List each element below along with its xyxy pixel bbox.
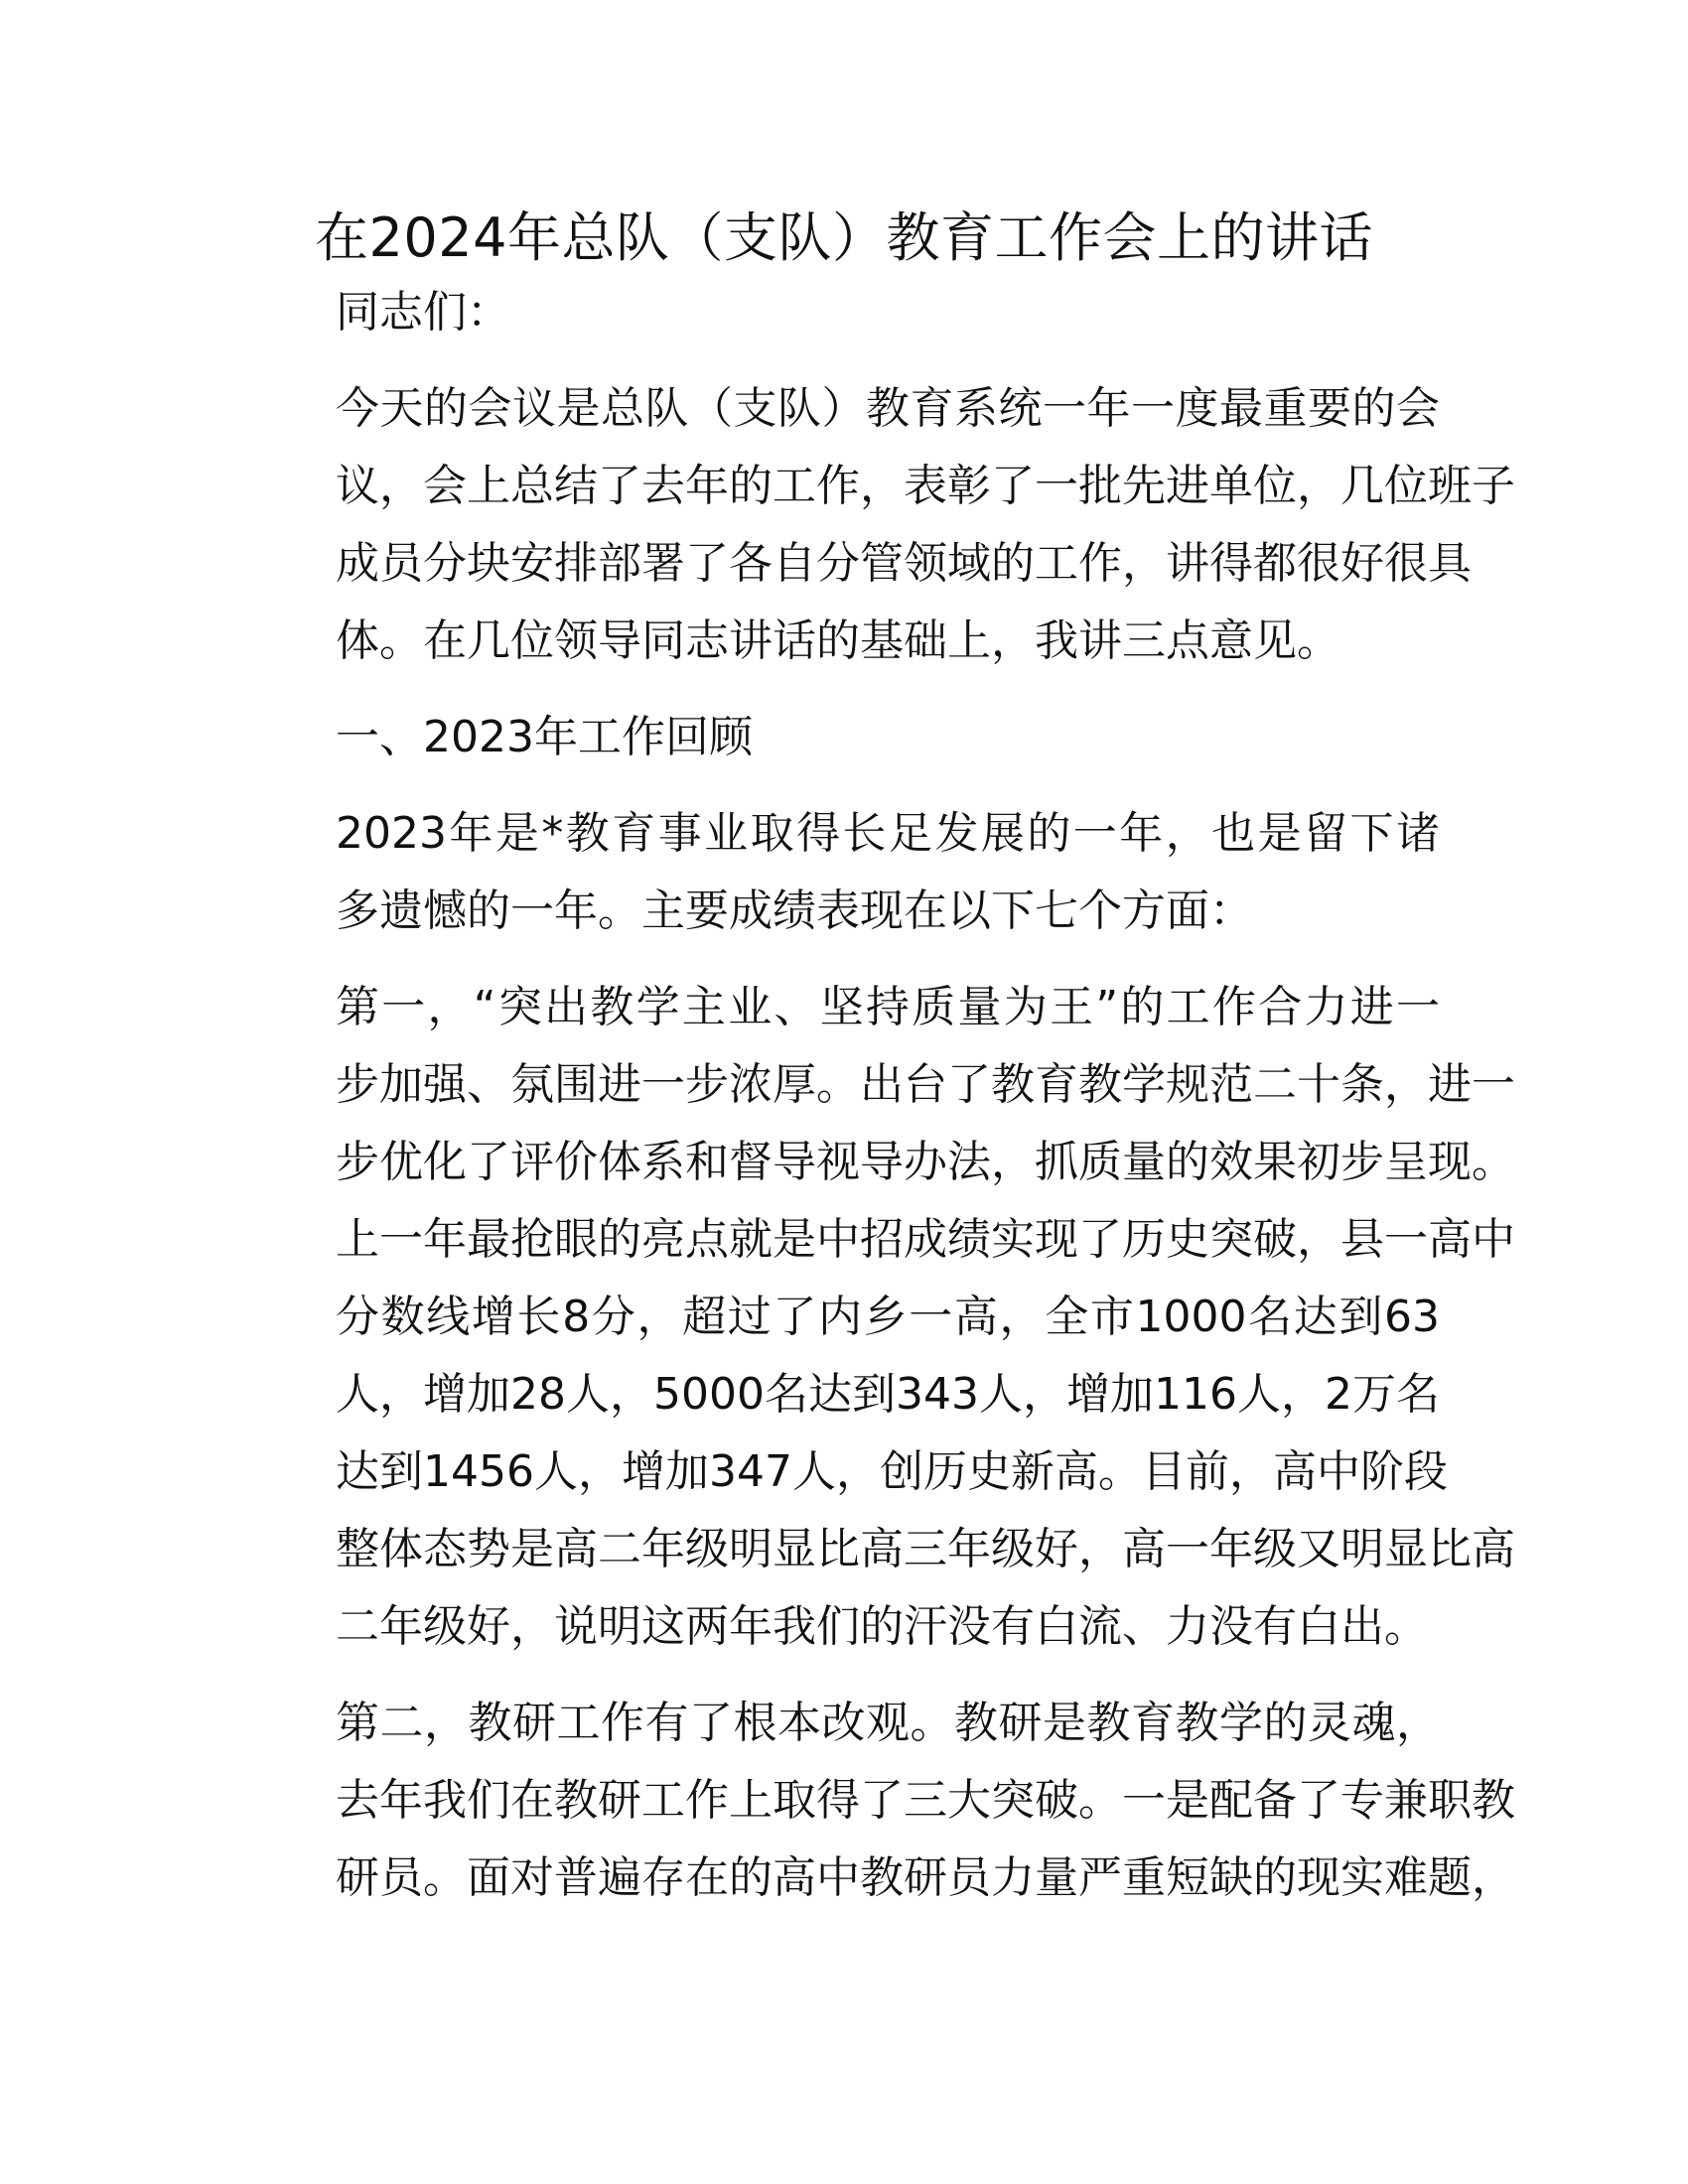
paragraph [248, 699, 1440, 776]
text-line: 2023年是*教育事业取得长足发展的一年，也是留下诸 [336, 808, 1440, 859]
text-line: 议，会上总结了去年的工作，表彰了一批先进单位，几位班子 [336, 461, 1515, 511]
text-line: 一、2023年工作回顾 [336, 712, 753, 762]
paragraph [248, 274, 1440, 351]
text-line: 人，增加28人，5000名达到343人，增加116人，2万名 [336, 1369, 1440, 1420]
text-line: 步加强、氛围进一步浓厚。出台了教育教学规范二十条，进一 [336, 1059, 1515, 1110]
text-line: 多遗憾的一年。主要成绩表现在以下七个方面： [336, 886, 1253, 936]
text-line: 第一，“突出教学主业、坚持质量为王”的工作合力进一 [336, 982, 1440, 1032]
paragraph [248, 370, 1515, 680]
paragraph [248, 969, 1515, 1666]
paragraph [248, 795, 1440, 950]
text-line: 步优化了评价体系和督导视导办法，抓质量的效果初步呈现。 [336, 1137, 1515, 1187]
text-line: 体。在几位领导同志讲话的基础上，我讲三点意见。 [336, 615, 1340, 666]
text-line: 上一年最抢眼的亮点就是中招成绩实现了历史突破，县一高中 [336, 1214, 1515, 1265]
text-line: 成员分块安排部署了各自分管领域的工作，讲得都很好很具 [336, 538, 1472, 589]
text-line: 分数线增长8分，超过了内乡一高，全市1000名达到63 [336, 1292, 1440, 1342]
document-title: 在2024年总队（支队）教育工作会上的讲话 [315, 206, 1373, 269]
document-body [248, 274, 1515, 1936]
paragraph [248, 1685, 1515, 1917]
text-line: 整体态势是高二年级明显比高三年级好，高一年级又明显比高 [336, 1524, 1515, 1574]
text-line: 去年我们在教研工作上取得了三大突破。一是配备了专兼职教 [336, 1775, 1515, 1826]
text-line: 研员。面对普遍存在的高中教研员力量严重短缺的现实难题， [336, 1852, 1515, 1903]
text-line: 达到1456人，增加347人，创历史新高。目前，高中阶段 [336, 1446, 1448, 1497]
text-line: 第二，教研工作有了根本改观。教研是教育教学的灵魂， [336, 1698, 1440, 1748]
text-line: 今天的会议是总队（支队）教育系统一年一度最重要的会 [336, 383, 1440, 434]
text-line: 二年级好，说明这两年我们的汗没有白流、力没有白出。 [336, 1601, 1428, 1652]
text-line: 同志们： [336, 287, 510, 338]
